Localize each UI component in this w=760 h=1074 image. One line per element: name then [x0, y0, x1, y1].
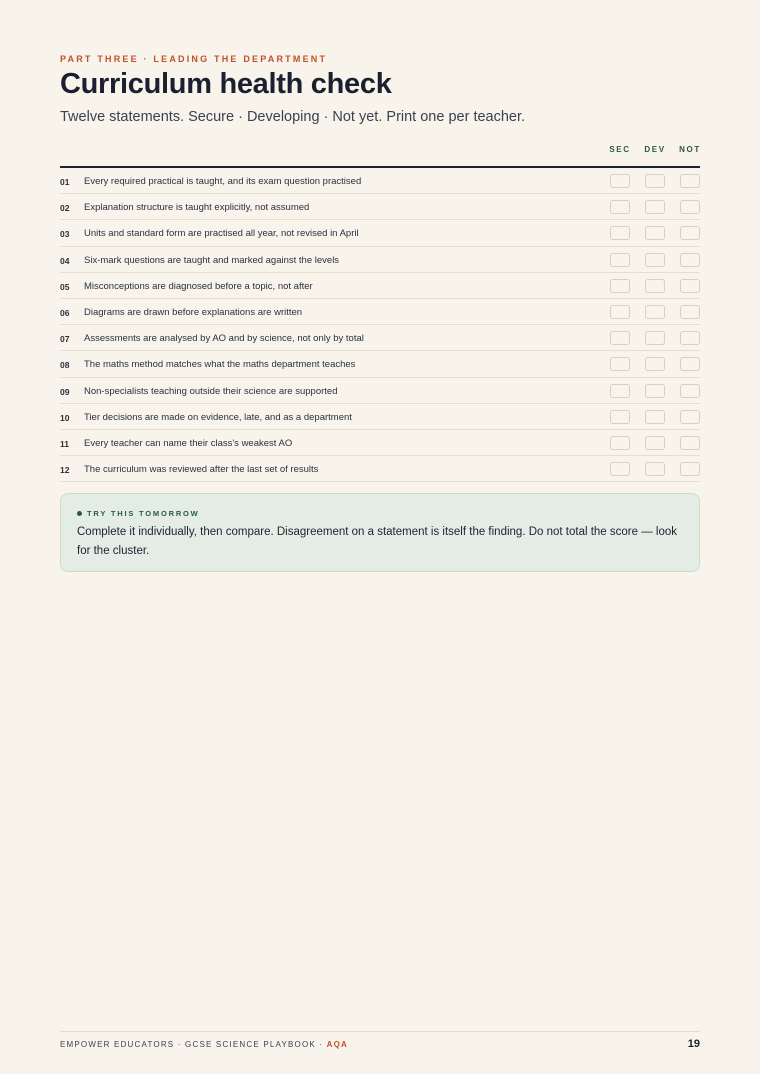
statement-text: Tier decisions are made on evidence, late, and as a department [84, 411, 352, 423]
checkbox-not-yet[interactable] [680, 305, 700, 319]
statement-number: 03 [60, 229, 70, 240]
statement-number: 02 [60, 203, 70, 214]
checkbox-secure[interactable] [610, 410, 630, 424]
checkbox-secure[interactable] [610, 200, 630, 214]
tip-label: TRY THIS TOMORROW [87, 509, 200, 518]
statement-row [60, 168, 700, 194]
statement-row [60, 220, 700, 246]
footer-publication: EMPOWER EDUCATORS · GCSE SCIENCE PLAYBOOK · [60, 1040, 327, 1049]
checkbox-secure[interactable] [610, 331, 630, 345]
column-header-developing: DEV [644, 145, 666, 154]
statement-number: 06 [60, 307, 70, 318]
checkbox-developing[interactable] [645, 384, 665, 398]
page [60, 0, 700, 1074]
checkbox-not-yet[interactable] [680, 436, 700, 450]
checkbox-not-yet[interactable] [680, 331, 700, 345]
statement-list [60, 168, 700, 482]
statement-number: 07 [60, 334, 70, 345]
statement-row [60, 430, 700, 456]
checkbox-not-yet[interactable] [680, 279, 700, 293]
rating-column-headers [60, 145, 700, 157]
checkbox-developing[interactable] [645, 331, 665, 345]
statement-row [60, 325, 700, 351]
footer-divider [60, 1031, 700, 1032]
checkbox-developing[interactable] [645, 200, 665, 214]
bullet-dot-icon [77, 511, 82, 516]
checkbox-not-yet[interactable] [680, 200, 700, 214]
footer-text [60, 1040, 348, 1049]
tip-text: Complete it individually, then compare. Disagreement on a statement is itself the finding. Do not total the score — look for the cluster. [77, 526, 678, 557]
column-header-not-yet: NOT [679, 145, 701, 154]
checkbox-developing[interactable] [645, 462, 665, 476]
statement-text: The maths method matches what the maths department teaches [84, 359, 356, 371]
checkbox-developing[interactable] [645, 279, 665, 293]
statement-text: Non-specialists teaching outside their science are supported [84, 385, 338, 397]
checkbox-secure[interactable] [610, 253, 630, 267]
statement-number: 09 [60, 386, 70, 397]
statement-text: Every required practical is taught, and its exam question practised [84, 176, 362, 187]
page-number: 19 [687, 1038, 700, 1050]
statement-number: 05 [60, 281, 70, 292]
checkbox-secure[interactable] [610, 384, 630, 398]
checkbox-secure[interactable] [610, 436, 630, 450]
checkbox-not-yet[interactable] [680, 462, 700, 476]
statement-row [60, 404, 700, 430]
checkbox-secure[interactable] [610, 305, 630, 319]
statement-text: Six-mark questions are taught and marked against the levels [84, 254, 340, 266]
statement-row [60, 194, 700, 220]
page-subtitle: Twelve statements. Secure · Developing · Not yet. Print one per teacher. [60, 109, 526, 125]
page-title: Curriculum health check [60, 68, 392, 100]
statement-text: Assessments are analysed by AO and by science, not only by total [84, 333, 364, 345]
statement-text: Diagrams are drawn before explanations are written [84, 306, 303, 318]
section-kicker: PART THREE · LEADING THE DEPARTMENT [60, 54, 328, 64]
statement-number: 12 [60, 465, 70, 476]
checkbox-secure[interactable] [610, 279, 630, 293]
tip-callout [60, 493, 700, 572]
statement-text: Misconceptions are diagnosed before a topic, not after [84, 280, 313, 292]
statement-row [60, 273, 700, 299]
checkbox-developing[interactable] [645, 410, 665, 424]
checkbox-developing[interactable] [645, 226, 665, 240]
statement-number: 10 [60, 412, 70, 423]
checkbox-secure[interactable] [610, 174, 630, 188]
checkbox-not-yet[interactable] [680, 357, 700, 371]
statement-number: 01 [60, 177, 70, 187]
statement-text: Explanation structure is taught explicitly, not assumed [84, 202, 310, 214]
statement-number: 11 [60, 438, 69, 449]
checkbox-not-yet[interactable] [680, 226, 700, 240]
checkbox-secure[interactable] [610, 462, 630, 476]
checkbox-developing[interactable] [645, 253, 665, 267]
checkbox-developing[interactable] [645, 436, 665, 450]
checkbox-developing[interactable] [645, 305, 665, 319]
statement-row [60, 247, 700, 273]
checkbox-not-yet[interactable] [680, 174, 700, 188]
statement-text: The curriculum was reviewed after the last set of results [84, 464, 319, 476]
checkbox-developing[interactable] [645, 174, 665, 188]
checkbox-secure[interactable] [610, 226, 630, 240]
statement-row [60, 456, 700, 482]
checkbox-not-yet[interactable] [680, 253, 700, 267]
column-header-secure: SEC [609, 145, 631, 154]
checkbox-developing[interactable] [645, 357, 665, 371]
footer-brand: AQA [326, 1040, 349, 1049]
checkbox-secure[interactable] [610, 357, 630, 371]
statement-text: Units and standard form are practised all year, not revised in April [84, 228, 359, 240]
checkbox-not-yet[interactable] [680, 384, 700, 398]
statement-number: 08 [60, 360, 70, 371]
statement-row [60, 299, 700, 325]
statement-text: Every teacher can name their class's weakest AO [84, 437, 293, 449]
statement-row [60, 351, 700, 377]
checkbox-not-yet[interactable] [680, 410, 700, 424]
statement-number: 04 [60, 255, 70, 266]
statement-row [60, 378, 700, 404]
